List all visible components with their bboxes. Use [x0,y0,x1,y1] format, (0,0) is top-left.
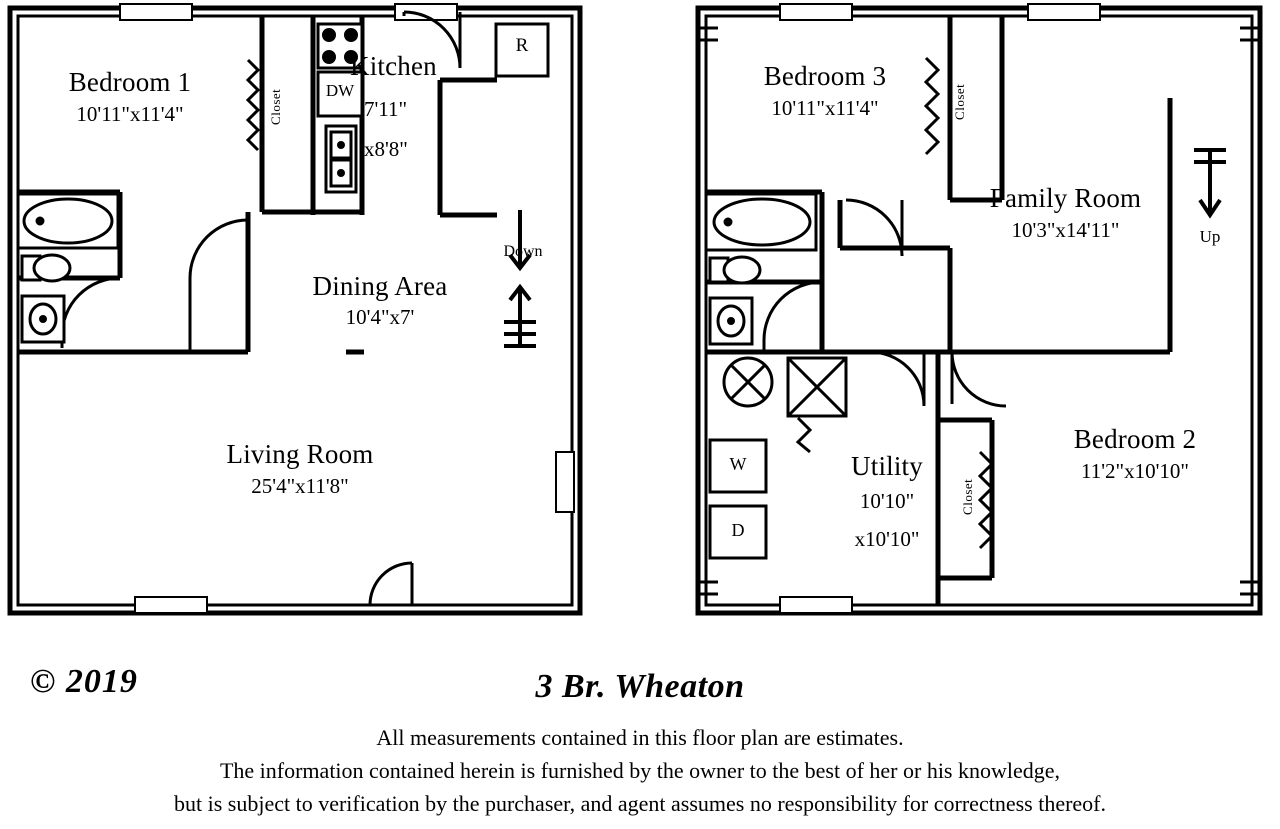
room-label-kitchen: Kitchen [350,51,437,81]
room-dim-utility-line2: x10'10" [854,527,920,551]
closet-label-bedroom-2: Closet [960,478,976,515]
first-floor-plan [0,0,600,630]
toilet [710,257,760,283]
disclaimer-line-1: All measurements contained in this floor plan are estimates. [376,725,904,750]
stairs-up-arrow [1194,150,1226,215]
room-label-family-room: Family Room [989,183,1142,213]
room-dim-family-room: 10'3"x14'11" [1011,218,1120,242]
closet-doors-utility [798,418,810,452]
room-dim-bedroom-1: 10'11"x11'4" [76,102,184,126]
room-dim-bedroom-2: 11'2"x10'10" [1081,459,1189,483]
bedroom1-door [190,220,248,352]
room-label-dining-area: Dining Area [312,271,448,301]
bedroom2-door [952,352,1006,406]
second-floor-plan [680,0,1280,630]
water-heater [724,358,772,406]
disclaimer-line-2: The information contained herein is furnished by the owner to the best of her or his knowledge, [219,758,1061,783]
bath-door-2 [764,282,822,350]
room-dim-living-room: 25'4"x11'8" [251,474,349,498]
room-label-bedroom-3: Bedroom 3 [763,61,887,91]
room-dim-utility-line1: 10'10" [859,489,915,513]
dishwasher-label: DW [325,81,355,100]
stairs-up-arrow [504,287,536,346]
refrigerator-label: R [515,35,529,56]
closet-label-bedroom-3: Closet [952,83,968,120]
room-dim-dining-area: 10'4"x7' [345,305,415,329]
room-label-bedroom-2: Bedroom 2 [1073,424,1197,454]
disclaimer-line-3: but is subject to verification by the purchaser, and agent assumes no responsibility for correctness thereof. [173,791,1106,816]
footer [0,630,1280,829]
bathtub [18,194,118,248]
bath-door [62,278,120,348]
washer-label: W [729,454,747,474]
plan-title: 3 Br. Wheaton [535,668,745,705]
copyright-notice: © 2019 [30,663,138,700]
toilet [22,255,70,281]
room-dim-kitchen-line2: x8'8" [364,137,408,161]
furnace [788,358,846,416]
closet-label-bedroom-1: Closet [268,88,284,125]
sink-kitchen [326,126,356,192]
room-dim-kitchen-line1: 7'11" [364,97,408,121]
bathtub [706,194,816,250]
entry-door [370,563,412,605]
dryer-label: D [731,520,745,540]
utility-door [870,352,924,406]
stairs-up-label: Up [1199,227,1221,246]
sink [22,296,64,342]
room-label-bedroom-1: Bedroom 1 [68,67,192,97]
room-label-utility: Utility [851,451,923,481]
room-label-living-room: Living Room [226,439,374,469]
sink [710,298,752,344]
stairs-down-label: Down [503,243,543,260]
room-dim-bedroom-3: 10'11"x11'4" [771,96,879,120]
